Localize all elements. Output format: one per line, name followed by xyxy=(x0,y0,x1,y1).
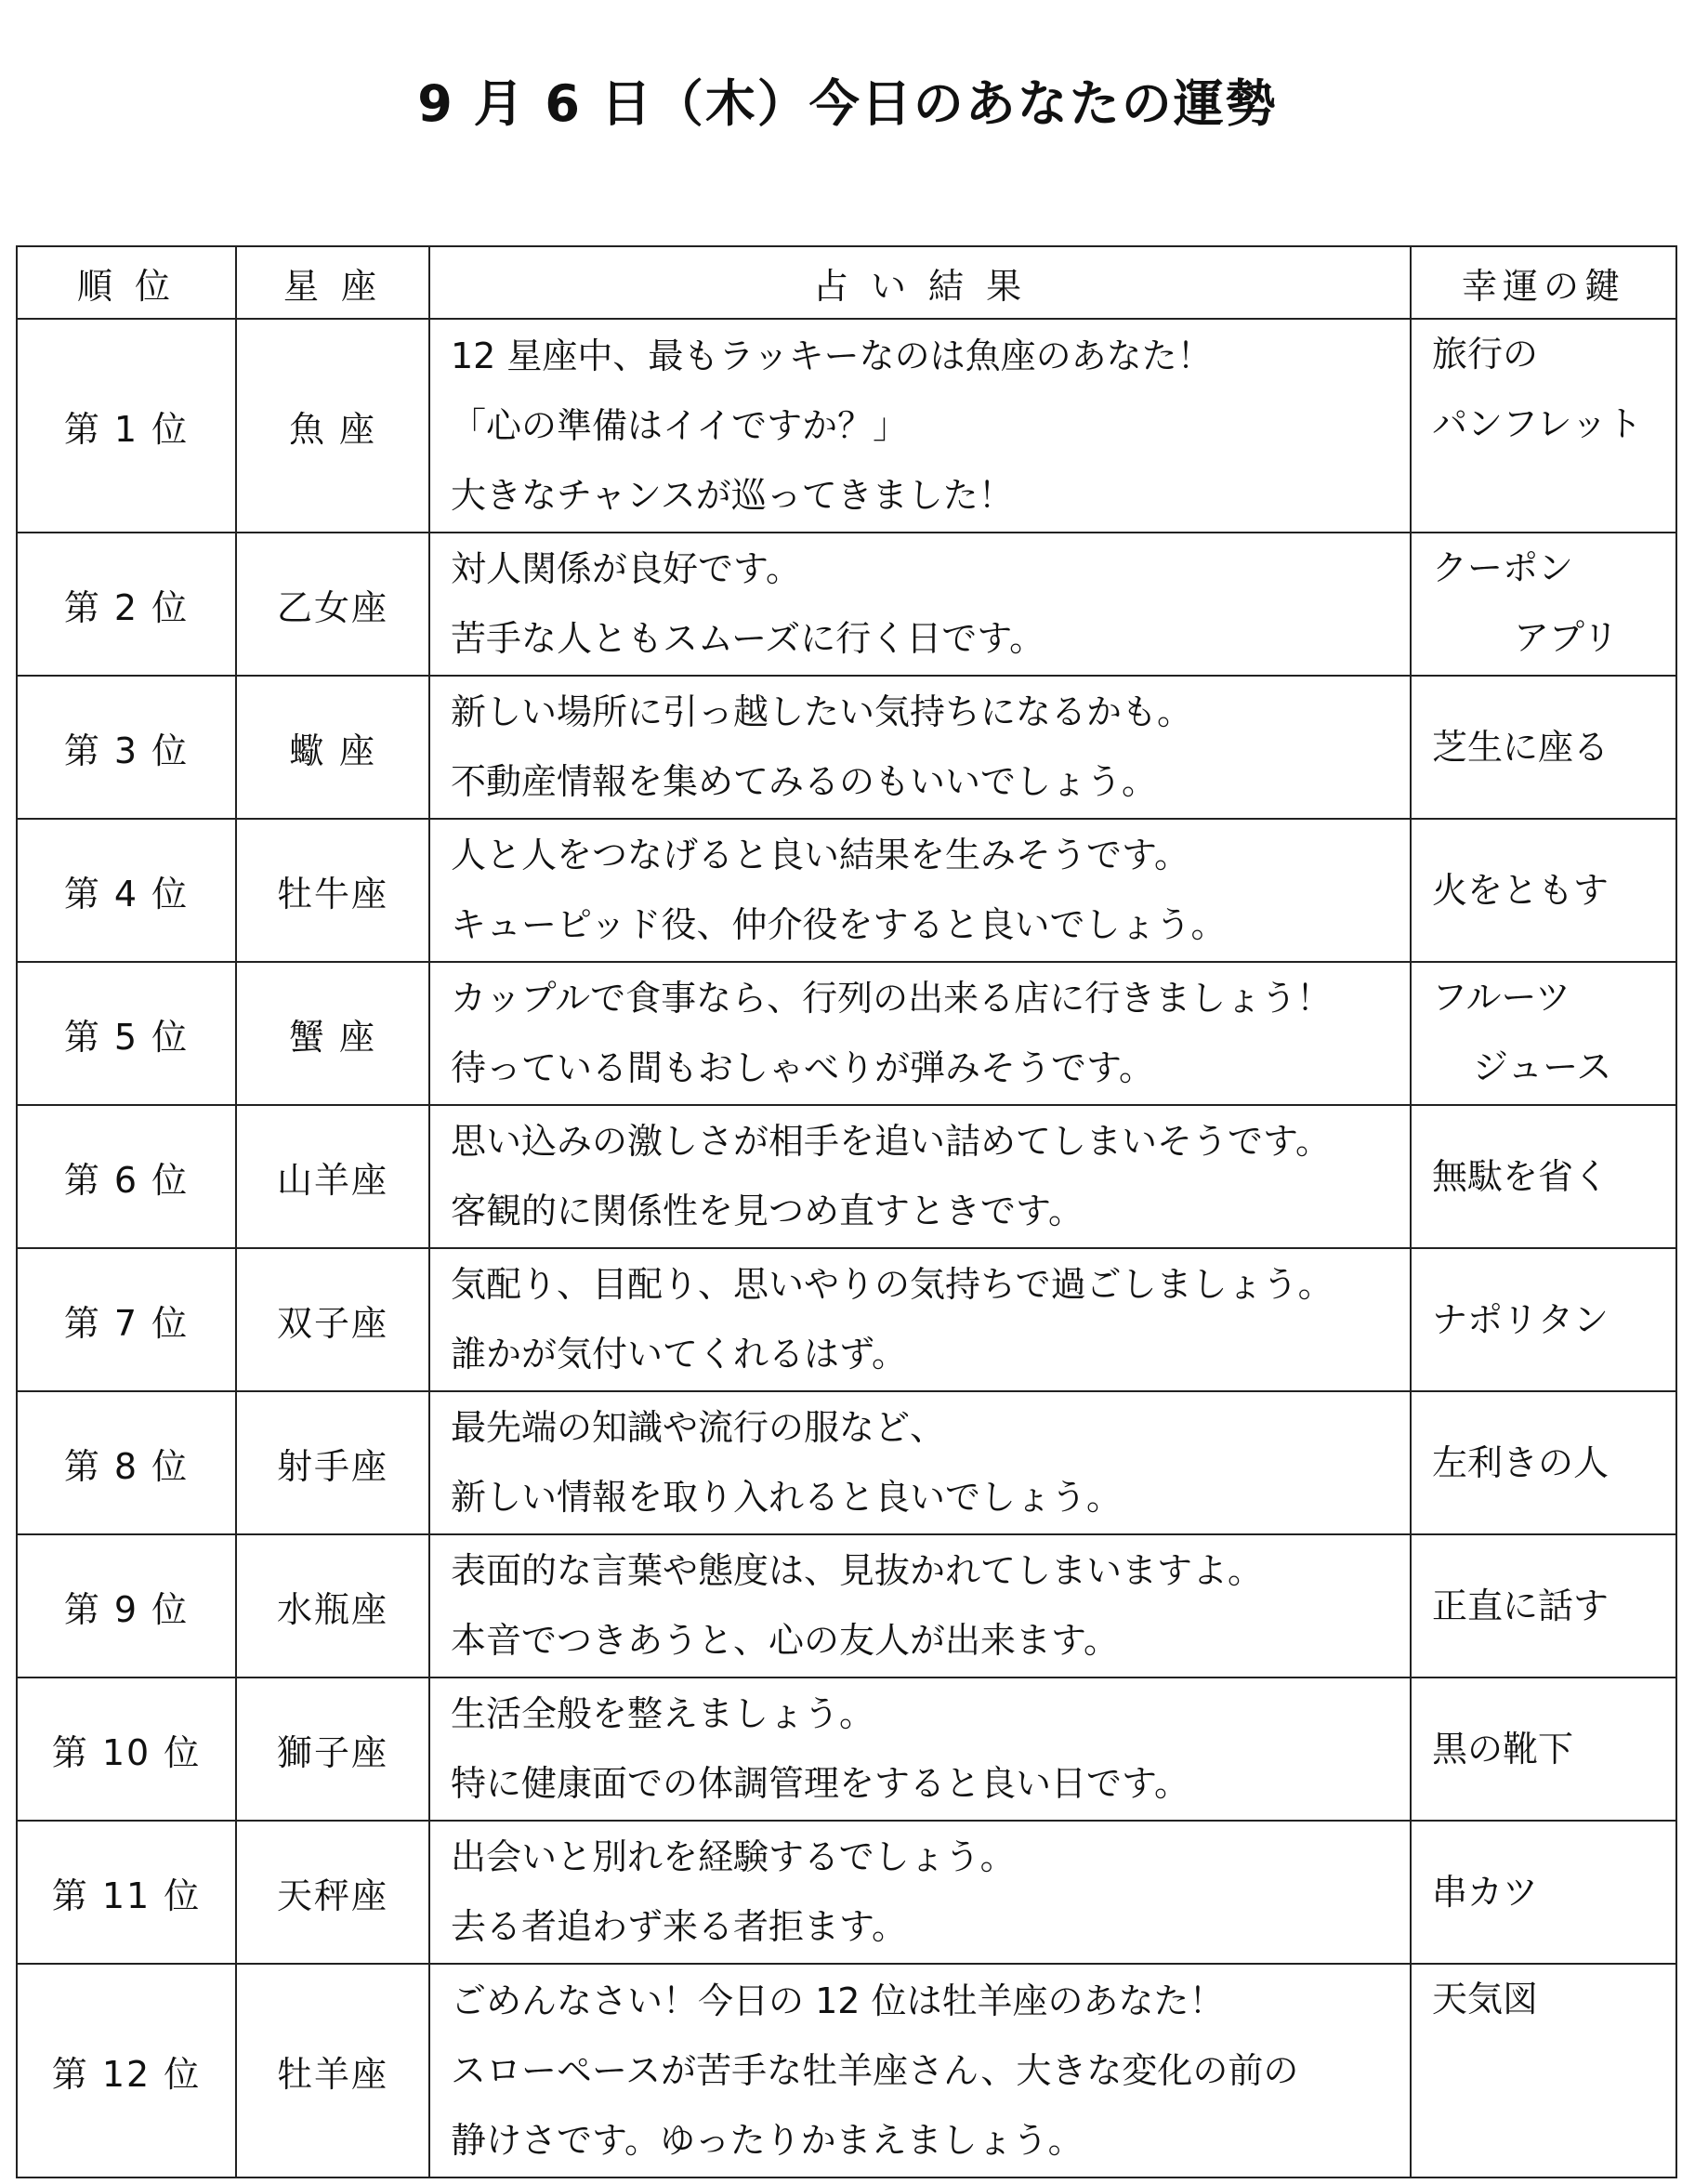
result-line: 誰かが気付いてくれるはず。 xyxy=(451,1334,907,1375)
key-cell xyxy=(1411,1534,1676,1677)
result-line: 静けさです。ゆったりかまえましょう。 xyxy=(451,2119,1084,2161)
sign-cell: 獅子座 xyxy=(236,1677,429,1821)
key-cell xyxy=(1411,1677,1676,1821)
sign-cell: 天秤座 xyxy=(236,1821,429,1964)
key-cell xyxy=(1411,533,1676,676)
header-rank: 順 位 xyxy=(17,246,236,319)
result-line: 大きなチャンスが巡ってきました！ xyxy=(451,474,1014,516)
key-cell xyxy=(1411,819,1676,962)
rank-cell: 第 10 位 xyxy=(17,1677,236,1821)
result-line: キューピッド役、仲介役をすると良いでしょう。 xyxy=(451,904,1227,945)
key-cell xyxy=(1411,962,1676,1105)
sign-cell: 射手座 xyxy=(236,1391,429,1534)
table-row xyxy=(17,1248,1676,1391)
result-line: 去る者追わず来る者拒ます。 xyxy=(451,1906,907,1947)
key-line: 天気図 xyxy=(1432,1979,1539,2020)
table-row xyxy=(17,962,1676,1105)
rank-cell: 第 2 位 xyxy=(17,533,236,676)
result-cell xyxy=(429,676,1411,819)
key-cell xyxy=(1411,1391,1676,1534)
key-line: クーポン xyxy=(1432,547,1574,588)
key-line: 火をともす xyxy=(1432,869,1610,911)
key-line: 旅行の xyxy=(1432,334,1539,375)
rank-cell: 第 1 位 xyxy=(17,319,236,533)
header-result: 占 い 結 果 xyxy=(429,246,1411,319)
key-line: 芝生に座る xyxy=(1432,726,1610,768)
result-line: 最先端の知識や流行の服など、 xyxy=(451,1407,946,1448)
rank-cell: 第 6 位 xyxy=(17,1105,236,1248)
rank-cell: 第 3 位 xyxy=(17,676,236,819)
rank-cell: 第 7 位 xyxy=(17,1248,236,1391)
rank-cell: 第 9 位 xyxy=(17,1534,236,1677)
sign-cell: 乙女座 xyxy=(236,533,429,676)
result-line: 出会いと別れを経験するでしょう。 xyxy=(451,1836,1016,1877)
rank-cell: 第 4 位 xyxy=(17,819,236,962)
result-cell xyxy=(429,1677,1411,1821)
table-row xyxy=(17,819,1676,962)
key-cell xyxy=(1411,1105,1676,1248)
key-cell xyxy=(1411,1821,1676,1964)
key-line: 左利きの人 xyxy=(1432,1441,1610,1483)
result-line: 不動産情報を集めてみるのもいいでしょう。 xyxy=(451,761,1158,802)
page-title: 9 月 6 日（木）今日のあなたの運勢 xyxy=(417,74,1278,133)
sign-cell: 蠍 座 xyxy=(236,676,429,819)
result-line: 待っている間もおしゃべりが弾みそうです。 xyxy=(451,1047,1154,1088)
result-line: 人と人をつなげると良い結果を生みそうです。 xyxy=(451,835,1189,875)
key-line: ジュース xyxy=(1473,1046,1612,1087)
table-row xyxy=(17,1105,1676,1248)
result-line: 気配り、目配り、思いやりの気持ちで過ごしましょう。 xyxy=(451,1264,1334,1305)
result-line: 生活全般を整えましょう。 xyxy=(451,1693,875,1734)
result-cell xyxy=(429,1964,1411,2177)
key-line: アプリ xyxy=(1514,617,1619,658)
result-cell xyxy=(429,319,1411,533)
result-line: スローペースが苦手な牡羊座さん、大きな変化の前の xyxy=(451,2049,1299,2091)
result-cell xyxy=(429,1105,1411,1248)
key-line: ナポリタン xyxy=(1432,1298,1610,1340)
result-line: 客観的に関係性を見つめ直すときです。 xyxy=(451,1191,1084,1231)
table-row xyxy=(17,1391,1676,1534)
table-row xyxy=(17,1821,1676,1964)
key-cell xyxy=(1411,1964,1676,2177)
result-line: ごめんなさい！今日の 12 位は牡羊座のあなた！ xyxy=(451,1980,1225,2021)
result-line: 本音でつきあうと、心の友人が出来ます。 xyxy=(451,1620,1119,1661)
table-row xyxy=(17,1964,1676,2177)
result-cell xyxy=(429,1821,1411,1964)
key-line: 正直に話す xyxy=(1432,1585,1610,1626)
result-line: 表面的な言葉や態度は、見抜かれてしまいますよ。 xyxy=(451,1550,1264,1591)
sign-cell: 双子座 xyxy=(236,1248,429,1391)
key-line: パンフレット xyxy=(1432,403,1643,444)
table-row xyxy=(17,533,1676,676)
table-row xyxy=(17,1677,1676,1821)
result-line: 新しい情報を取り入れると良いでしょう。 xyxy=(451,1477,1123,1518)
result-cell xyxy=(429,533,1411,676)
header-key: 幸運の鍵 xyxy=(1411,246,1676,319)
fortune-table xyxy=(16,245,1677,2178)
rank-cell: 第 5 位 xyxy=(17,962,236,1105)
key-line: フルーツ xyxy=(1432,977,1570,1018)
table-row xyxy=(17,676,1676,819)
result-cell xyxy=(429,1391,1411,1534)
result-line: 新しい場所に引っ越したい気持ちになるかも。 xyxy=(451,691,1193,732)
key-cell xyxy=(1411,676,1676,819)
result-line: 特に健康面での体調管理をすると良い日です。 xyxy=(451,1763,1189,1804)
result-cell xyxy=(429,962,1411,1105)
result-line: 12 星座中、最もラッキーなのは魚座のあなた！ xyxy=(451,335,1213,376)
result-line: 思い込みの激しさが相手を追い詰めてしまいそうです。 xyxy=(451,1121,1331,1162)
sign-cell: 魚 座 xyxy=(236,319,429,533)
table-header-row xyxy=(17,246,1676,319)
result-cell xyxy=(429,1534,1411,1677)
table-row xyxy=(17,1534,1676,1677)
key-line: 黒の靴下 xyxy=(1432,1728,1574,1770)
key-cell xyxy=(1411,1248,1676,1391)
result-cell xyxy=(429,1248,1411,1391)
sign-cell: 山羊座 xyxy=(236,1105,429,1248)
result-line: 「心の準備はイイですか？」 xyxy=(451,404,909,446)
table-row xyxy=(17,319,1676,533)
rank-cell: 第 11 位 xyxy=(17,1821,236,1964)
result-cell xyxy=(429,819,1411,962)
key-line: 串カツ xyxy=(1432,1871,1539,1913)
key-cell xyxy=(1411,319,1676,533)
result-line: カップルで食事なら、行列の出来る店に行きましょう！ xyxy=(451,978,1333,1019)
sign-cell: 蟹 座 xyxy=(236,962,429,1105)
sign-cell: 牡牛座 xyxy=(236,819,429,962)
sign-cell: 牡羊座 xyxy=(236,1964,429,2177)
result-line: 苦手な人ともスムーズに行く日です。 xyxy=(451,618,1045,659)
rank-cell: 第 8 位 xyxy=(17,1391,236,1534)
key-line: 無駄を省く xyxy=(1432,1155,1610,1197)
sign-cell: 水瓶座 xyxy=(236,1534,429,1677)
rank-cell: 第 12 位 xyxy=(17,1964,236,2177)
result-line: 対人関係が良好です。 xyxy=(451,548,801,589)
header-sign: 星 座 xyxy=(236,246,429,319)
